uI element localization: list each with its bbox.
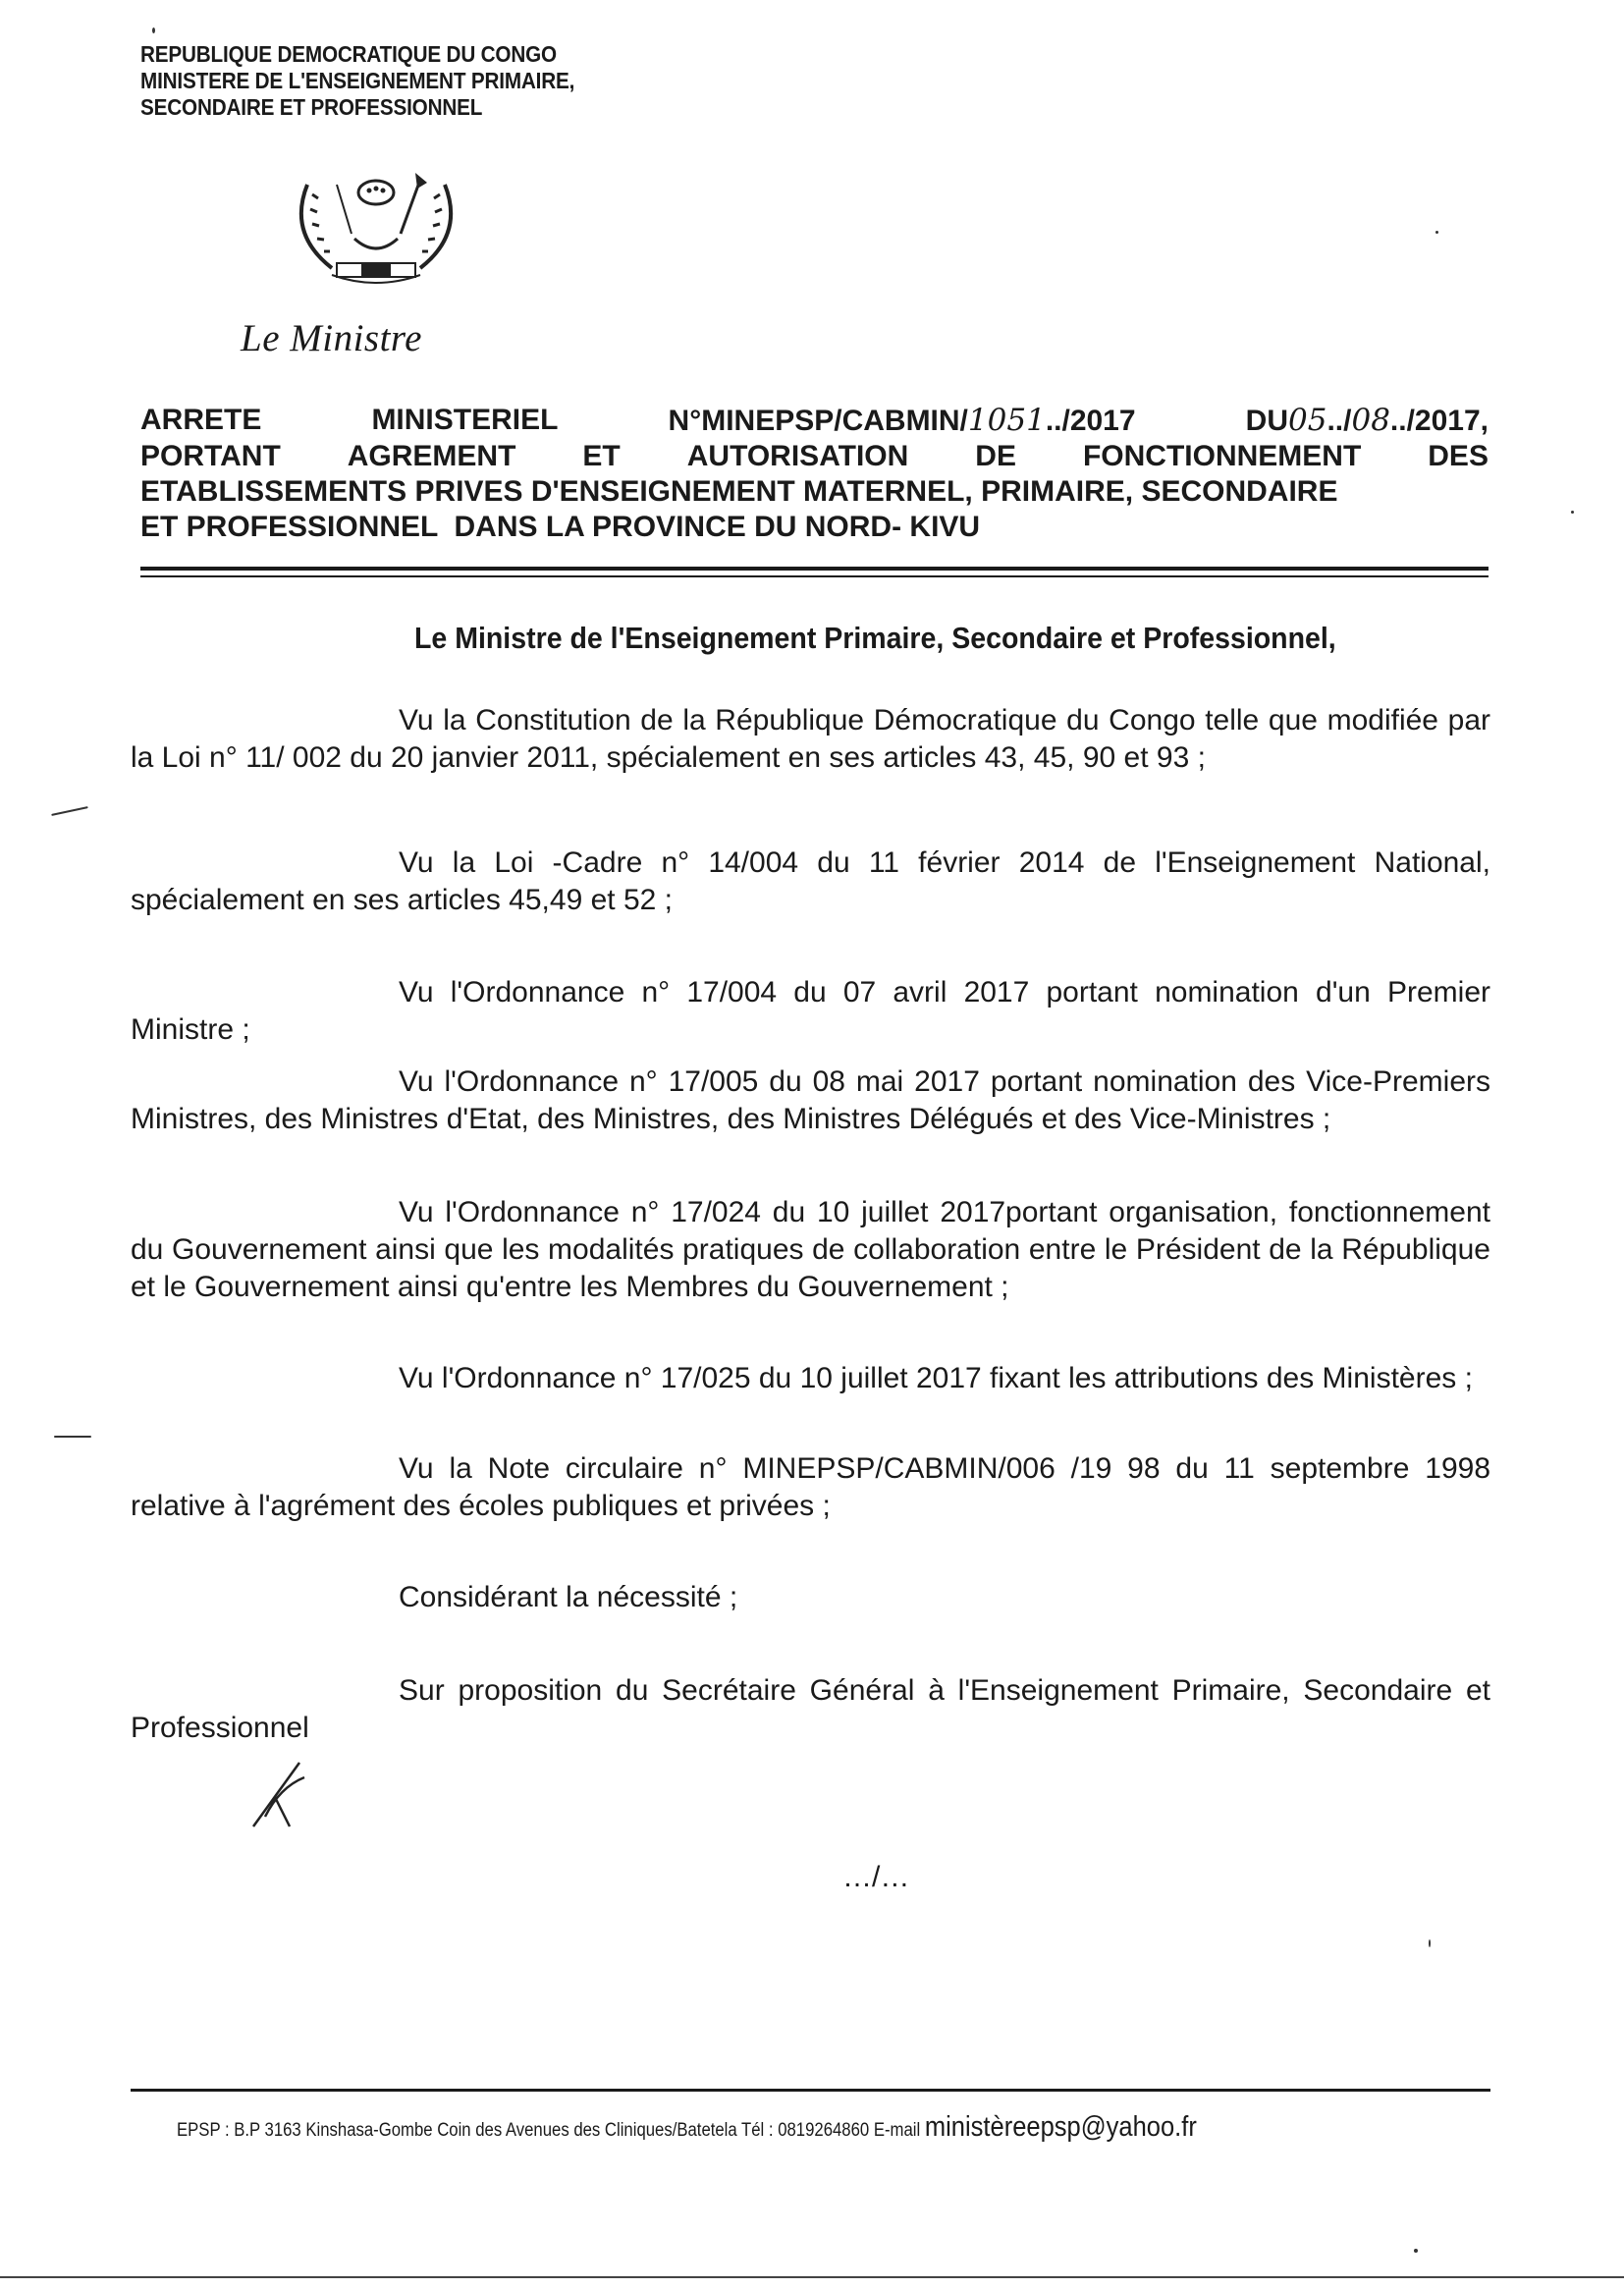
decree-label-2: MINISTERIEL xyxy=(371,404,559,436)
title-rule-thin xyxy=(140,575,1489,577)
decree-number: N°MINEPSP/CABMIN/1051../2017 xyxy=(668,403,1136,438)
handwritten-month: 08 xyxy=(1351,403,1390,438)
footer-email: ministèreepsp@yahoo.fr xyxy=(924,2111,1197,2143)
recital-loi-cadre: Vu la Loi -Cadre n° 14/004 du 11 février 2014 de l'Enseignement National, spécialement en ses articles 45,49 et 52 ; xyxy=(131,846,1490,916)
footer-address: EPSP : B.P 3163 Kinshasa-Gombe Coin des Avenues des Cliniques/Batetela Tél : 0819264860 E-mail ministèreepsp@yahoo.fr xyxy=(177,2111,1197,2143)
decree-subject-line-2: ETABLISSEMENTS PRIVES D'ENSEIGNEMENT MATERNEL, PRIMAIRE, SECONDAIRE xyxy=(140,475,1338,508)
recital-considerant: Considérant la nécessité ; xyxy=(399,1581,738,1613)
scan-speck xyxy=(1435,231,1438,234)
scan-edge xyxy=(0,2276,1624,2278)
margin-mark xyxy=(51,806,88,816)
decree-label: ARRETE xyxy=(140,404,262,436)
decree-date: DU05../08../2017, xyxy=(1245,403,1489,438)
decree-title xyxy=(140,403,1489,545)
recital-constitution: Vu la Constitution de la République Démocratique du Congo telle que modifiée par la Loi n° 11/ 002 du 20 janvier 2011, spécialement en ses articles 43, 45, 90 et 93 ; xyxy=(131,704,1490,774)
recital-ordonnance-025: Vu l'Ordonnance n° 17/025 du 10 juillet 2017 fixant les attributions des Ministères ; xyxy=(399,1362,1473,1394)
initials-signature xyxy=(245,1758,324,1831)
margin-mark xyxy=(54,1436,91,1438)
scan-speck xyxy=(1429,1939,1431,1947)
recital-proposition: Sur proposition du Secrétaire Général à l'Enseignement Primaire, Secondaire et Professionnel xyxy=(131,1674,1490,1744)
recital-ordonnance-024: Vu l'Ordonnance n° 17/024 du 10 juillet 2017portant organisation, fonctionnement du Gouvernement ainsi que les modalités pratiques de collaboration entre le Président de la République et le Gouvernement ainsi qu'entre les Membres du Gouvernement ; xyxy=(131,1196,1490,1303)
scan-speck xyxy=(1414,2249,1418,2253)
title-rule xyxy=(140,567,1489,571)
continuation-mark: …/… xyxy=(842,1861,910,1893)
handwritten-number: 1051 xyxy=(967,403,1046,438)
coat-of-arms-icon xyxy=(278,165,474,293)
handwritten-day: 05 xyxy=(1288,403,1327,438)
decree-subject-line-3: ET PROFESSIONNEL DANS LA PROVINCE DU NORD- KIVU xyxy=(140,511,981,543)
letterhead-ministry: MINISTERE DE L'ENSEIGNEMENT PRIMAIRE, xyxy=(140,68,575,93)
scan-speck xyxy=(152,27,155,33)
minister-title: Le Ministre de l'Enseignement Primaire, Secondaire et Professionnel, xyxy=(414,621,1336,655)
minister-heading: Le Ministre xyxy=(241,317,422,359)
letterhead-ministry-cont: SECONDAIRE ET PROFESSIONNEL xyxy=(140,94,483,120)
letterhead-country: REPUBLIQUE DEMOCRATIQUE DU CONGO xyxy=(140,41,557,67)
recital-ordonnance-004: Vu l'Ordonnance n° 17/004 du 07 avril 2017 portant nomination d'un Premier Ministre ; xyxy=(131,976,1490,1046)
decree-subject-line-1: PORTANT AGREMENT ET AUTORISATION DE FONCTIONNEMENT DES xyxy=(140,440,1489,472)
letterhead xyxy=(140,41,623,121)
footer-rule xyxy=(131,2089,1490,2092)
scan-speck xyxy=(1571,511,1574,514)
recital-note-circulaire: Vu la Note circulaire n° MINEPSP/CABMIN/006 /19 98 du 11 septembre 1998 relative à l'agrément des écoles publiques et privées ; xyxy=(131,1452,1490,1522)
recital-ordonnance-005: Vu l'Ordonnance n° 17/005 du 08 mai 2017 portant nomination des Vice-Premiers Ministres, des Ministres d'Etat, des Ministres, des Ministres Délégués et des Vice-Ministres ; xyxy=(131,1065,1490,1135)
decree-number-line xyxy=(140,403,1489,439)
